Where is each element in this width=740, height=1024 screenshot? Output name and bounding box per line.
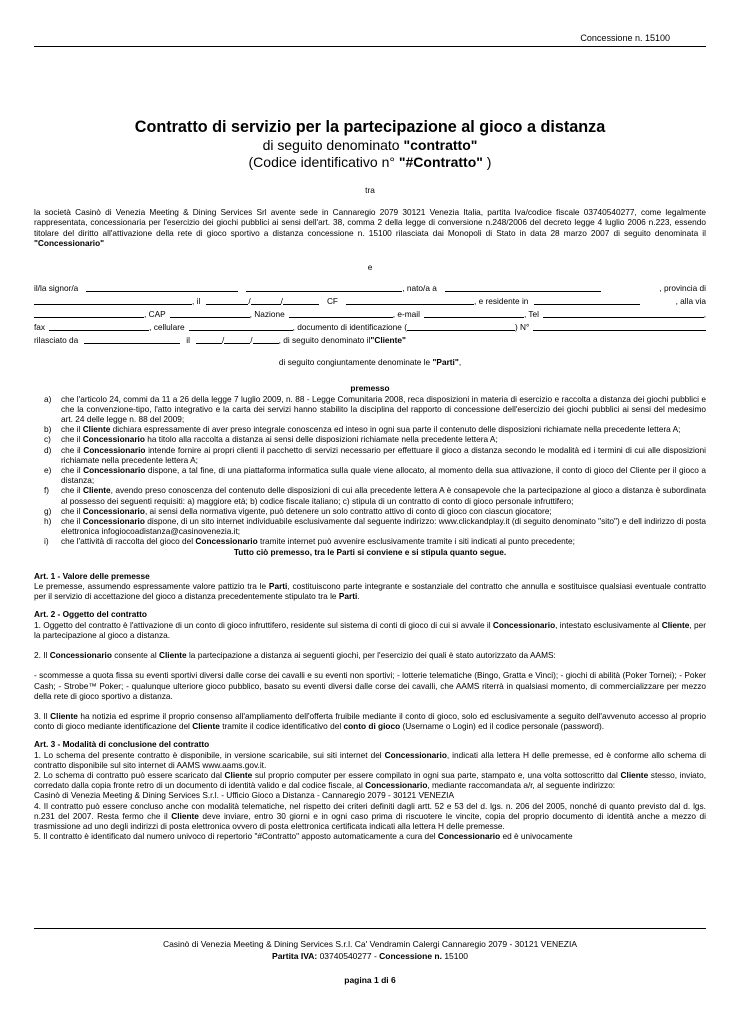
form-label-residente: , e residente in xyxy=(474,296,529,307)
article-paragraph: Le premesse, assumendo espressamente valore pattizio tra le Parti, costituiscono parte integrante e sostanziale del contratto che annulla e sostituisce qualsiasi eventuale contratto per il servizio di accettazione del gioco a distanza precedentemente stipulato tra le Parti. xyxy=(34,581,706,602)
field-codice-fiscale[interactable] xyxy=(346,295,474,305)
field-via[interactable] xyxy=(34,308,144,318)
form-label-numero: ) N° xyxy=(514,322,530,333)
field-nome[interactable] xyxy=(86,282,238,292)
header-divider xyxy=(34,46,706,47)
article-paragraph: - scommesse a quota fissa su eventi sportivi diversi dalle corse dei cavalli e su eventi non sportivi; - lotterie telematiche (Bingo, Gratta e Vinci); - giochi di abilità (Poker Tornei); - Poker Cash; - Strobe™ Poker; - qualunque ulteriore gioco pubblico, basato su eventi diversi dalle corse dei cavalli, che AAMS riterrà in qualsiasi momento, di commercializzare per mezzo della rete di gioco sportivo a distanza. xyxy=(34,670,706,701)
form-label-documento: , documento di identificazione ( xyxy=(292,322,407,333)
article-1 xyxy=(34,571,706,602)
field-rilasciato-da[interactable] xyxy=(84,334,180,344)
form-label-cliente: "Cliente" xyxy=(370,335,406,346)
date-separator: / xyxy=(221,335,225,346)
date-separator: / xyxy=(250,335,253,346)
field-mese-rilascio[interactable] xyxy=(224,334,250,344)
document-subtitle-1: di seguito denominato "contratto" xyxy=(262,137,478,153)
address-line: Casinò di Venezia Meeting & Dining Services S.r.l. - Ufficio Gioco a Distanza - Cannaregio 2079 - 30121 VENEZIA xyxy=(34,790,454,801)
page-number: pagina 1 di 6 xyxy=(344,975,396,985)
field-email[interactable] xyxy=(424,308,524,318)
article-paragraph: 4. Il contratto può essere concluso anche con modalità telematiche, nel rispetto dei criteri definiti dagli artt. 52 e 53 del d. lgs. n. 206 del 2005, nonché di quanto previsto dal d. lgs. n.231 del 2007. Resta fermo che il Cliente deve inviare, entro 30 giorni e in ogni caso prima di riscuotere le vincite, copia del proprio documento di identità anche a mezzo di trasmissione ad uno degli indirizzi di posta elettronica ovvero di posta elettronica certificata indicati alla lettera H delle premesse. xyxy=(34,800,706,831)
list-item: g) che il Concessionario, ai sensi della normativa vigente, può detenere un solo contratto attivo di conto di gioco con ciascun giocatore; xyxy=(44,505,552,516)
field-provincia[interactable] xyxy=(34,295,192,305)
article-heading: Art. 3 - Modalità di conclusione del contratto xyxy=(34,739,210,750)
field-giorno-rilascio[interactable] xyxy=(196,334,222,344)
field-cap[interactable] xyxy=(170,308,250,318)
article-paragraph: 1. Lo schema del presente contratto è disponibile, in versione scaricabile, sui siti internet del Concessionario, indicati alla lettera H delle premesse, ed è conforme allo schema di contratto disponibile sul sito internet di AAMS www.aams.gov.it. xyxy=(34,749,706,770)
article-2 xyxy=(34,609,706,731)
article-paragraph: 5. Il contratto è identificato dal numero univoco di repertorio "#Contratto" apposto automaticamente a cura del Concessionario ed è univocamente xyxy=(34,831,573,842)
list-item: a) che l'articolo 24, commi da 11 a 26 della legge 7 luglio 2009, n. 88 - Legge Comunitaria 2008, reca disposizioni in materia di esercizio e raccolta a distanza dei giochi pubblici e che la convenzione-tipo, l'atto integrativo e la carta dei servizi hanno stabilito la disciplina del rapporto di concessione dell'esercizio dei giochi pubblici ai sensi del medesimo art. 24 delle legge n. 88 del 2009; xyxy=(44,393,706,425)
field-nazione[interactable] xyxy=(289,308,393,318)
list-item: e) che il Concessionario dispone, a tal fine, di una piattaforma informatica sulla quale viene allocato, al momento della sua attivazione, il conto di gioco del Cliente per il gioco a distanza; xyxy=(44,465,706,486)
article-paragraph: 3. Il Cliente ha notizia ed esprime il proprio consenso all'ampliamento dell'offerta fruibile mediante il conto di gioco, solo ed esclusivamente a seguito dell'avvenuto accesso al proprio conto di gioco mediante identificazione del Cliente tramite il codice identificativo del conto di gioco (Username o Login) ed il codice personale (password). xyxy=(34,710,707,732)
list-item: h) che il Concessionario dispone, di un sito internet individuabile esclusivamente dal seguente indirizzo: www.clickandplay.it (di seguito denominato "sito") e dell indirizzo di posta elettronica infogiocoadistanza@casinovenezia.it; xyxy=(44,516,706,537)
field-anno-nascita[interactable] xyxy=(283,295,319,305)
list-item: i) che l'attività di raccolta del gioco del Concessionario tramite internet può avvenire esclusivamente tramite i siti indicati al punto precedente; xyxy=(44,536,575,547)
article-paragraph: 1. Oggetto del contratto è l'attivazione di un conto di gioco infruttifero, residente sul sistema di conti di gioco di cui si avvale il Concessionario, intestato esclusivamente al Cliente, per la partecipazione al gioco a distanza. xyxy=(34,619,707,640)
form-label-nazione: , Nazione xyxy=(249,309,285,320)
field-tipo-documento[interactable] xyxy=(407,321,515,331)
form-label-provincia: , provincia di xyxy=(659,283,706,294)
form-label-email: , e-mail xyxy=(392,309,420,320)
article-paragraph: 2. Lo schema di contratto può essere scaricato dal Cliente sul proprio computer per essere compilato in ogni sua parte, stampato e, una volta sottoscritto dal Cliente stesso, inviato, corredato dalla copia fronte retro di un documento di identità valido e dal codice fiscale, al Concessionario, mediante raccomandata a/r, al seguente indirizzo: xyxy=(34,769,706,791)
form-line-1 xyxy=(34,282,706,295)
form-label-tel: , Tel xyxy=(523,309,540,320)
form-comma: , xyxy=(703,309,706,320)
field-giorno-nascita[interactable] xyxy=(206,295,248,305)
field-fax[interactable] xyxy=(49,321,149,331)
form-line-4 xyxy=(34,321,706,334)
form-line-3 xyxy=(34,308,706,321)
premesso-heading: premesso xyxy=(350,383,390,394)
form-label-il: , il xyxy=(192,296,201,307)
form-line-5 xyxy=(34,334,706,347)
footer-company-line: Casinò di Venezia Meeting & Dining Services S.r.l. Ca' Vendramin Calergi Cannaregio 2079 - 30121 VENEZIA xyxy=(162,939,578,949)
intro-paragraph: la società Casinò di Venezia Meeting & Dining Services Srl avente sede in Cannaregio 2079 30121 Venezia Italia, partita Iva/codice fiscale 03740540277, come legalmente rappresentata, concessionaria per l'esercizio dei giochi pubblici ai sensi dell'art. 38, comma 2 della legge di conversione n.248/2006 del decreto legge 4 luglio 2006 n.223, essendo titolare del diritto all'attivazione della rete di gioco sportivo a distanza concessione n. 15100 rilasciata dai Monopoli di Stato in data 28 marzo 2007 di seguito denominata il "Concessionario" xyxy=(34,207,706,248)
form-label-cap: , CAP xyxy=(144,309,166,320)
form-label-denominato: , di seguito denominato il xyxy=(278,335,371,346)
e-label: e xyxy=(367,262,373,273)
form-label-cf: CF xyxy=(326,296,338,307)
article-heading: Art. 1 - Valore delle premesse xyxy=(34,570,150,581)
field-residenza[interactable] xyxy=(534,295,640,305)
article-3 xyxy=(34,739,706,841)
footer-divider xyxy=(34,928,706,929)
form-label-signore: il/la signor/a xyxy=(34,283,79,294)
list-item: b) che il Cliente dichiara espressamente di aver preso integrale conoscenza ed inteso in ogni sua parte il contenuto delle disposizioni richiamate nella precedente lettera A; xyxy=(44,424,681,435)
list-item: d) che il Concessionario intende fornire ai propri clienti il pacchetto di servizi necessario per effettuare il gioco a distanza secondo le modalità ed i termini di cui alle disposizioni richiamate nella precedente lettera A; xyxy=(44,444,706,465)
list-item: f) che il Cliente, avendo preso conoscenza del contenuto delle disposizioni di cui alla precedente lettera A è consapevole che la partecipazione al gioco a distanza è subordinata al possesso dei seguenti requisiti: a) maggiore età; b) codice fiscale italiano; c) stipula di un contratto di conto di gioco personale infruttifero; xyxy=(44,485,706,506)
field-luogo-nascita[interactable] xyxy=(445,282,601,292)
date-separator: / xyxy=(248,296,251,307)
document-title: Contratto di servizio per la partecipazione al gioco a distanza xyxy=(134,118,606,136)
tra-label: tra xyxy=(365,185,375,195)
footer-piva-line: Partita IVA: 03740540277 - Concessione n. 15100 xyxy=(272,951,468,961)
article-paragraph: 2. Il Concessionario consente al Cliente la partecipazione a distanza ai seguenti giochi, per l'esercizio dei quali è stato autorizzato da AAMS: xyxy=(34,650,556,661)
document-subtitle-2: (Codice identificativo n° "#Contratto" ) xyxy=(248,154,492,170)
field-telefono[interactable] xyxy=(543,308,704,318)
document-body xyxy=(34,118,706,841)
client-form xyxy=(34,282,706,347)
form-label-nato: , nato/a a xyxy=(402,283,437,294)
field-cellulare[interactable] xyxy=(189,321,293,331)
header-concession-ref: Concessione n. 15100 xyxy=(580,33,670,43)
page-footer xyxy=(34,938,706,962)
date-separator: / xyxy=(280,296,283,307)
form-line-2 xyxy=(34,295,706,308)
form-label-cellulare: , cellulare xyxy=(149,322,185,333)
tutto-cio-premesso: Tutto ciò premesso, tra le Parti si conviene e si stipula quanto segue. xyxy=(233,546,507,557)
list-item: c) che il Concessionario ha titolo alla raccolta a distanza ai sensi delle disposizioni richiamate nella precedente lettera A; xyxy=(44,434,498,445)
field-numero-documento[interactable] xyxy=(533,321,706,331)
form-label-il-rilascio: il xyxy=(186,335,190,346)
premesse-list xyxy=(34,394,706,547)
parti-line: di seguito congiuntamente denominate le "Parti", xyxy=(278,357,462,368)
form-label-fax: fax xyxy=(34,322,46,333)
form-label-via: , alla via xyxy=(675,296,706,307)
form-label-rilasciato: rilasciato da xyxy=(34,335,79,346)
article-heading: Art. 2 - Oggetto del contratto xyxy=(34,609,147,620)
field-cognome[interactable] xyxy=(246,282,402,292)
field-anno-rilascio[interactable] xyxy=(253,334,279,344)
field-mese-nascita[interactable] xyxy=(251,295,281,305)
